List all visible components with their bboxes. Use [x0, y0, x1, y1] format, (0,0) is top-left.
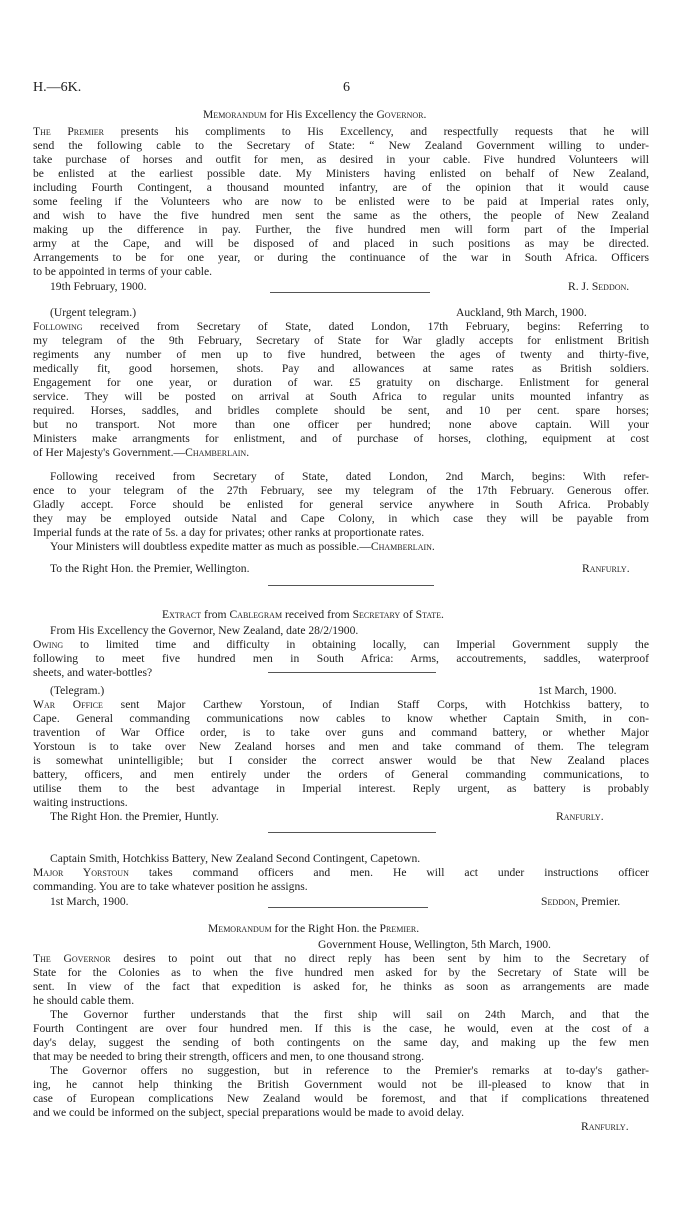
paragraph-line: making up the difference in pay. Further, the five hundred men will form part of the Imperial — [33, 223, 649, 236]
signature: R. J. Seddon. — [568, 280, 630, 293]
heading-part: Secretary — [352, 608, 401, 621]
telegram-note: (Telegram.) — [50, 684, 105, 697]
section-heading — [208, 922, 419, 935]
paragraph-line — [33, 638, 649, 651]
address-line: Captain Smith, Hotchkiss Battery, New Zealand Second Contingent, Capetown. — [50, 852, 421, 865]
line-text: takes command officers and men. He will act under instructions officer — [128, 866, 649, 879]
line-text: presents his compliments to His Excellency, and respectfully requests that he will — [104, 125, 649, 138]
paragraph-line: medically fit, good horsemen, shots. Pay and allowances at same rates as British soldiers. — [33, 362, 649, 375]
line-text: Your Ministers will doubtless expedite matter as much as possible.— — [50, 540, 371, 553]
paragraph-line: The Governor further understands that the first ship will sail on 24th March, and that the — [50, 1008, 649, 1021]
heading-part: for the Right Hon. the — [271, 922, 380, 935]
paragraph-line: Fourth Contingent are over four hundred men. If this is the case, he would, even at the cost of a — [33, 1022, 649, 1035]
paragraph-line — [33, 952, 649, 965]
from-line: From His Excellency the Governor, New Zealand, date 28/2/1900. — [50, 624, 359, 637]
paragraph-line — [33, 698, 649, 711]
paragraph-line: sent. In view of the fact that expedition is asked for, he thinks as soon as arrangements are made — [33, 980, 649, 993]
addressee-line: To the Right Hon. the Premier, Wellington. — [50, 562, 250, 575]
paragraph-line: Ministers make arrangments for enlistment, and of purchase of horses, clothing, equipment at cost — [33, 432, 649, 445]
paragraph-line: Cape. General commanding communications now cables to know whether Captain Smith, in con- — [33, 712, 649, 725]
paragraph-line: be enlisted at the earliest possible date. My Ministers having enlisted on behalf of New Zealand, — [33, 167, 649, 180]
page-number: 6 — [343, 80, 350, 95]
paragraph-line: my telegram of the 9th February, Secretary of State for War gladly accepts for enlistment British — [33, 334, 649, 347]
paragraph-line: regiments any number of men up to five hundred, between the ages of twenty and thirty-five, — [33, 348, 649, 361]
place-date: Government House, Wellington, 5th March, 1900. — [318, 938, 551, 951]
paragraph-line: but no transport. Not more than one officer per hundred; none above captain. Will your — [33, 418, 649, 431]
paragraph-line: travention of War Office order, is to take over guns and command battery, or whether Major — [33, 726, 649, 739]
lead-words: The Premier — [33, 125, 104, 138]
lead-words: War Office — [33, 698, 103, 711]
paragraph-line: and wish to have the five hundred men sent the same as the others, the people of New Zealand — [33, 209, 649, 222]
paragraph-line: Arrangements to be for one year, or during the continuance of the war in South Africa. Officers — [33, 251, 649, 264]
paragraph-line — [33, 320, 649, 333]
paragraph-line — [33, 866, 649, 879]
telegram-note: (Urgent telegram.) — [50, 306, 137, 319]
paragraph-line: is somewhat unintelligible; but I consider the correct answer would be that New Zealand places — [33, 754, 649, 767]
signature: Ranfurly. — [556, 810, 604, 823]
date-line: 1st March, 1900. — [50, 895, 129, 908]
heading-part: from — [201, 608, 230, 621]
paragraph-line — [50, 540, 649, 553]
rule-divider — [268, 672, 436, 673]
section-heading — [203, 108, 426, 121]
sender-name: Chamberlain. — [370, 540, 435, 553]
paragraph-line: send the following cable to the Secretary of State: “ New Zealand Government willing to under- — [33, 139, 649, 152]
paragraph-line: case of European complications New Zealand would be foremost, and that if complications threatened — [33, 1092, 649, 1105]
paragraph-line — [33, 446, 649, 459]
heading-part: Governor. — [376, 108, 427, 121]
paragraph-line: including Fourth Contingent, a thousand mounted infantry, are of the opinion that it would cause — [33, 181, 649, 194]
heading-part: received from — [282, 608, 353, 621]
paragraph-line: day's delay, suggest the sending of both contingents on the same day, and making up the few men — [33, 1036, 649, 1049]
rule-divider — [268, 585, 434, 586]
paragraph-line: The Governor offers no suggestion, but in reference to the Premier's remarks at to-day's gather- — [50, 1064, 649, 1077]
heading-part: State. — [415, 608, 444, 621]
heading-part: Cablegram — [229, 608, 283, 621]
line-text: sent Major Carthew Yorstoun, of Indian Staff Corps, with Hotchkiss battery, to — [102, 698, 649, 711]
signature — [541, 895, 620, 908]
rule-divider — [270, 292, 430, 293]
paragraph-line: waiting instructions. — [33, 796, 128, 809]
lead-words: Following — [33, 320, 83, 333]
paragraph-line: service. They will be posted on arrival at South Africa to regular units mounted infantry as — [33, 390, 649, 403]
paragraph-line: Yorstoun is to take over New Zealand horses and men and take command of them. The telegram — [33, 740, 649, 753]
paragraph-line: State for the Colonies as to when the five hundred men asked for by the Secretary of State will be — [33, 966, 649, 979]
signature-name: Seddon — [541, 895, 576, 908]
signature-title: , Premier. — [575, 895, 621, 908]
heading-part: Memorandum — [208, 922, 272, 935]
document-reference: H.—6K. — [33, 80, 82, 95]
paragraph-line: and we could be informed on the subject, special preparations would be made to avoid delay. — [33, 1106, 464, 1119]
paragraph-line: Gladly accept. Force should be enlisted for general service anywhere in South Africa. Probably — [33, 498, 649, 511]
paragraph-line: he should cable them. — [33, 994, 135, 1007]
paragraph-line: ing, he cannot help thinking the British Government would not be ill-pleased to know that in — [33, 1078, 649, 1091]
place-date: Auckland, 9th March, 1900. — [456, 306, 587, 319]
paragraph-line: they may be employed outside Natal and Cape Colony, in which case they will be payable from — [33, 512, 649, 525]
paragraph-line: Imperial funds at the rate of 5s. a day for privates; other ranks at proportionate rates. — [33, 526, 425, 539]
signature: Ranfurly. — [581, 1120, 629, 1133]
paragraph-line — [33, 125, 649, 138]
heading-part: Extract — [162, 608, 202, 621]
paragraph-line: commanding. You are to take whatever position he assigns. — [33, 880, 308, 893]
heading-part: of — [400, 608, 416, 621]
lead-words: Owing — [33, 638, 64, 651]
lead-words: The Governor — [33, 952, 111, 965]
line-text: to limited time and difficulty in obtaining locally, can Imperial Government supply the — [63, 638, 649, 651]
paragraph-line: following to meet five hundred men in South Africa: Arms, accoutrements, saddles, waterproof — [33, 652, 649, 665]
line-text: of Her Majesty's Government.— — [33, 446, 186, 459]
paragraph-line: some feeling if the Volunteers who are now to be enlisted were to be paid at Imperial rates only, — [33, 195, 649, 208]
heading-part: for His Excellency the — [266, 108, 377, 121]
line-text: received from Secretary of State, dated London, 17th February, begins: Referring to — [82, 320, 649, 333]
place-date: 1st March, 1900. — [538, 684, 617, 697]
signature: Ranfurly. — [582, 562, 630, 575]
lead-words: Major Yorstoun — [33, 866, 129, 879]
paragraph-line: battery, officers, and men entirely under the orders of General commanding communications, to — [33, 768, 649, 781]
paragraph-line: sheets, and water-bottles? — [33, 666, 153, 679]
paragraph-line: to be appointed in terms of your cable. — [33, 265, 213, 278]
rule-divider — [268, 907, 428, 908]
paragraph-line: take purchase of horses and outfit for men, as desired in your cable. Five hundred Volunteers will — [33, 153, 649, 166]
addressee-line: The Right Hon. the Premier, Huntly. — [50, 810, 219, 823]
paragraph-line: ence to your telegram of the 27th February, see my telegram of the 17th February. Generous offer. — [33, 484, 649, 497]
paragraph-line: army at the Cape, and will be disposed of and placed in such positions as may be directed. — [33, 237, 649, 250]
paragraph-line: utilise them to the best advantage in Imperial interest. Reply urgent, as battery is probably — [33, 782, 649, 795]
heading-part: Memorandum — [203, 108, 267, 121]
heading-part: Premier. — [379, 922, 420, 935]
section-heading — [162, 608, 444, 621]
paragraph-line: that may be needed to bring their strength, officers and men, to one thousand strong. — [33, 1050, 424, 1063]
paragraph-line: Engagement for one year, or duration of war. £5 gratuity on discharge. Enlistment for general — [33, 376, 649, 389]
paragraph-line: Following received from Secretary of State, dated London, 2nd March, begins: With refer- — [50, 470, 649, 483]
paragraph-line: required. Horses, saddles, and bridles complete should be sent, and 10 per cent. spare horses; — [33, 404, 649, 417]
line-text: desires to point out that no direct reply has been sent by him to the Secretary of — [110, 952, 649, 965]
rule-divider — [268, 832, 436, 833]
sender-name: Chamberlain. — [185, 446, 250, 459]
date-line: 19th February, 1900. — [50, 280, 147, 293]
